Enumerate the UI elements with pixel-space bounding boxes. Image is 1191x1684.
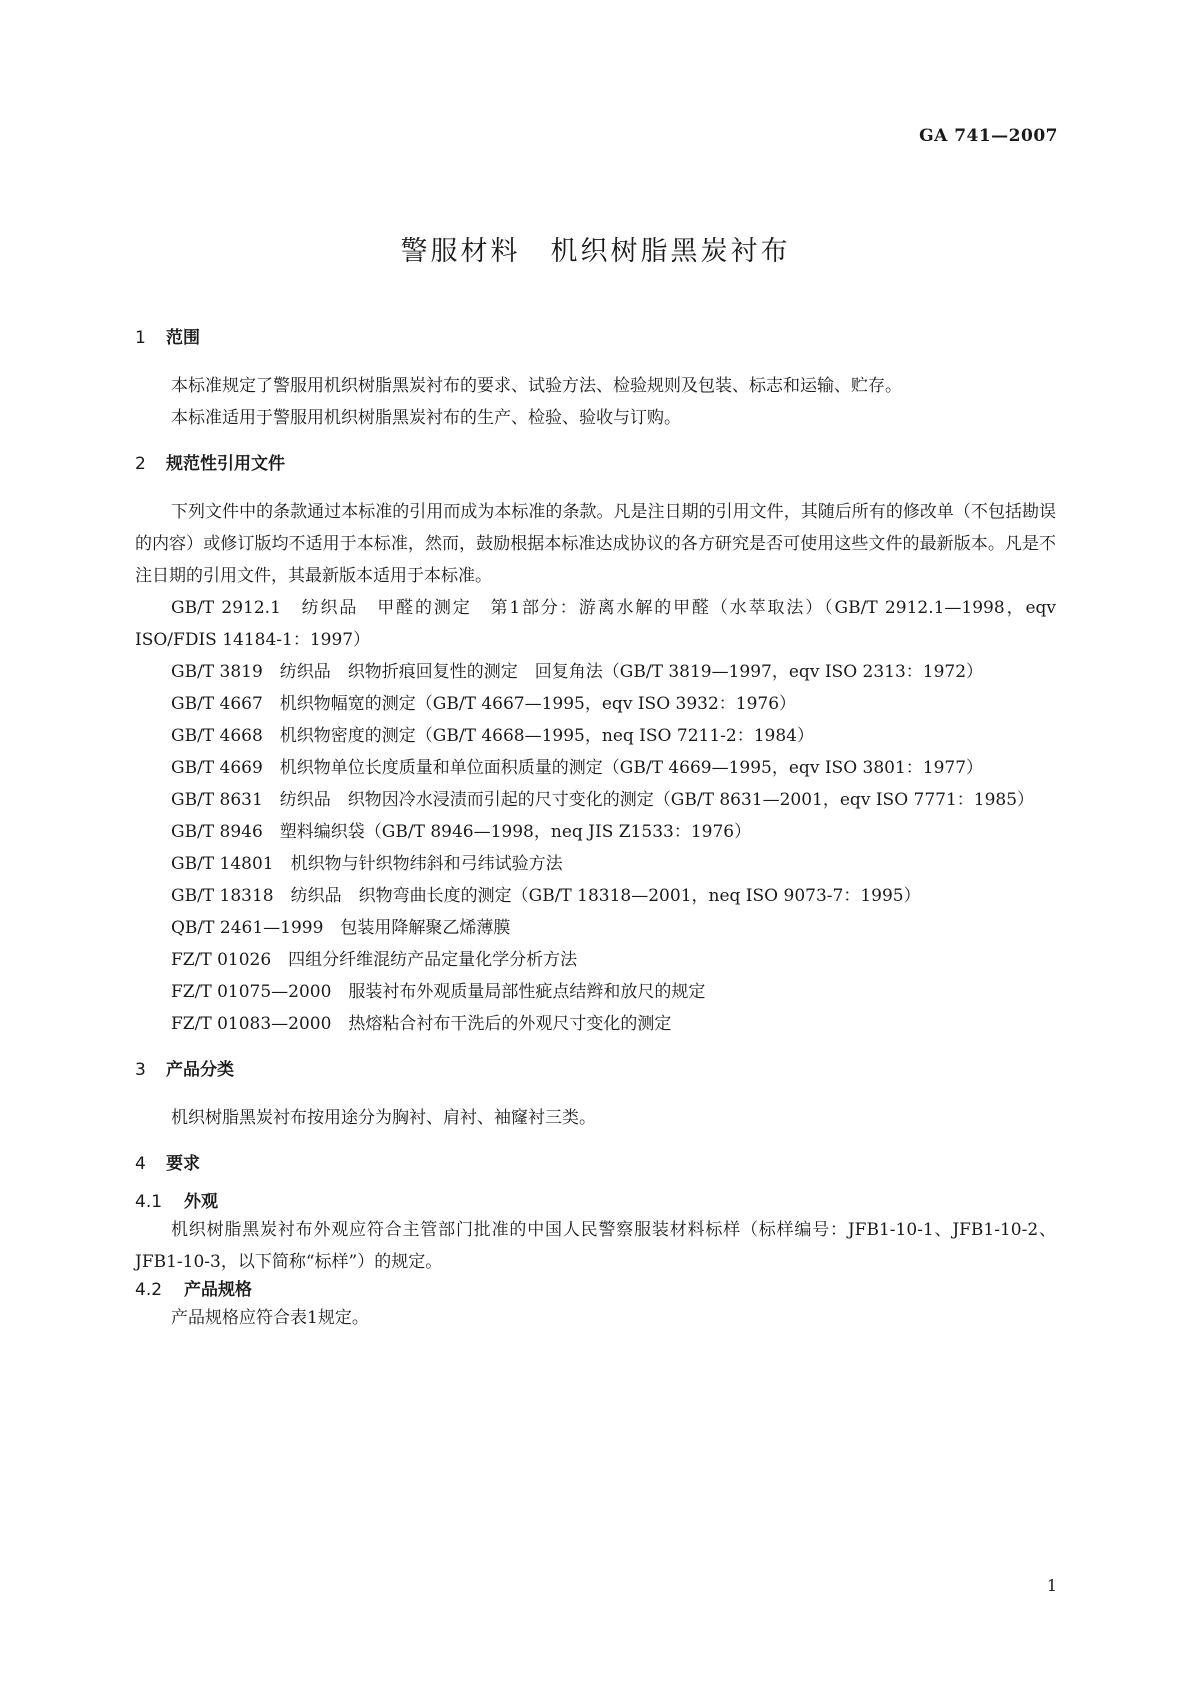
document-body <box>135 326 1056 1334</box>
section-title: 范围 <box>166 328 200 348</box>
paragraph: 机织树脂黑炭衬布外观应符合主管部门批准的中国人民警察服装材料标样（标样编号：JFB1-10-1、JFB1-10-2、JFB1-10-3，以下简称“标样”）的规定。 <box>135 1220 1056 1272</box>
section-title: 规范性引用文件 <box>166 454 285 474</box>
reference-item: GB/T 2912.1 纺织品 甲醛的测定 第1部分：游离水解的甲醛（水萃取法）（GB/T 2912.1—1998，eqv ISO/FDIS 14184-1：1997） <box>135 598 1056 650</box>
reference-item: GB/T 3819 纺织品 织物折痕回复性的测定 回复角法（GB/T 3819—1997，eqv ISO 2313：1972） <box>171 662 984 682</box>
paragraph: 本标准适用于警服用机织树脂黑炭衬布的生产、检验、验收与订购。 <box>171 408 681 428</box>
paragraph: 产品规格应符合表1规定。 <box>171 1308 369 1328</box>
subsection-number: 4.1 <box>135 1192 163 1212</box>
subsection-number: 4.2 <box>135 1280 163 1300</box>
section-number: 2 <box>135 454 146 474</box>
reference-item: QB/T 2461—1999 包装用降解聚乙烯薄膜 <box>171 918 511 938</box>
document-title: 警服材料 机织树脂黑炭衬布 <box>400 236 791 267</box>
reference-item: GB/T 18318 纺织品 织物弯曲长度的测定（GB/T 18318—2001，neq ISO 9073-7：1995） <box>171 886 921 906</box>
reference-item: FZ/T 01075—2000 服装衬布外观质量局部性疵点结辫和放尺的规定 <box>171 982 706 1002</box>
section-number: 1 <box>135 328 146 348</box>
subsection-title: 产品规格 <box>184 1280 252 1300</box>
section-heading-2 <box>135 452 1056 476</box>
reference-item: GB/T 4668 机织物密度的测定（GB/T 4668—1995，neq ISO 7211-2：1984） <box>171 726 814 746</box>
subsection-heading-4-1 <box>135 1190 1056 1214</box>
subsection-title: 外观 <box>184 1192 218 1212</box>
reference-item: FZ/T 01083—2000 热熔粘合衬布干洗后的外观尺寸变化的测定 <box>171 1014 672 1034</box>
reference-item: GB/T 4669 机织物单位长度质量和单位面积质量的测定（GB/T 4669—1995，eqv ISO 3801：1977） <box>171 758 984 778</box>
section-title: 要求 <box>166 1154 200 1174</box>
reference-item: GB/T 14801 机织物与针织物纬斜和弓纬试验方法 <box>171 854 563 874</box>
paragraph: 下列文件中的条款通过本标准的引用而成为本标准的条款。凡是注日期的引用文件，其随后所有的修改单（不包括勘误的内容）或修订版均不适用于本标准，然而，鼓励根据本标准达成协议的各方研究是否可使用这些文件的最新版本。凡是不注日期的引用文件，其最新版本适用于本标准。 <box>135 502 1056 586</box>
subsection-heading-4-2 <box>135 1278 1056 1302</box>
page-number: 1 <box>1046 1576 1057 1595</box>
standard-code: GA 741—2007 <box>919 126 1058 146</box>
section-number: 4 <box>135 1154 146 1174</box>
reference-item: FZ/T 01026 四组分纤维混纺产品定量化学分析方法 <box>171 950 578 970</box>
reference-item: GB/T 4667 机织物幅宽的测定（GB/T 4667—1995，eqv ISO 3932：1976） <box>171 694 797 714</box>
paragraph: 本标准规定了警服用机织树脂黑炭衬布的要求、试验方法、检验规则及包装、标志和运输、贮存。 <box>171 376 902 396</box>
section-heading-4 <box>135 1152 1056 1176</box>
section-heading-1 <box>135 326 1056 350</box>
reference-item: GB/T 8631 纺织品 织物因冷水浸渍而引起的尺寸变化的测定（GB/T 8631—2001，eqv ISO 7771：1985） <box>171 790 1035 810</box>
section-number: 3 <box>135 1060 146 1080</box>
reference-item: GB/T 8946 塑料编织袋（GB/T 8946—1998，neq JIS Z1533：1976） <box>171 822 752 842</box>
section-title: 产品分类 <box>166 1060 234 1080</box>
section-heading-3 <box>135 1058 1056 1082</box>
paragraph: 机织树脂黑炭衬布按用途分为胸衬、肩衬、袖窿衬三类。 <box>171 1108 596 1128</box>
